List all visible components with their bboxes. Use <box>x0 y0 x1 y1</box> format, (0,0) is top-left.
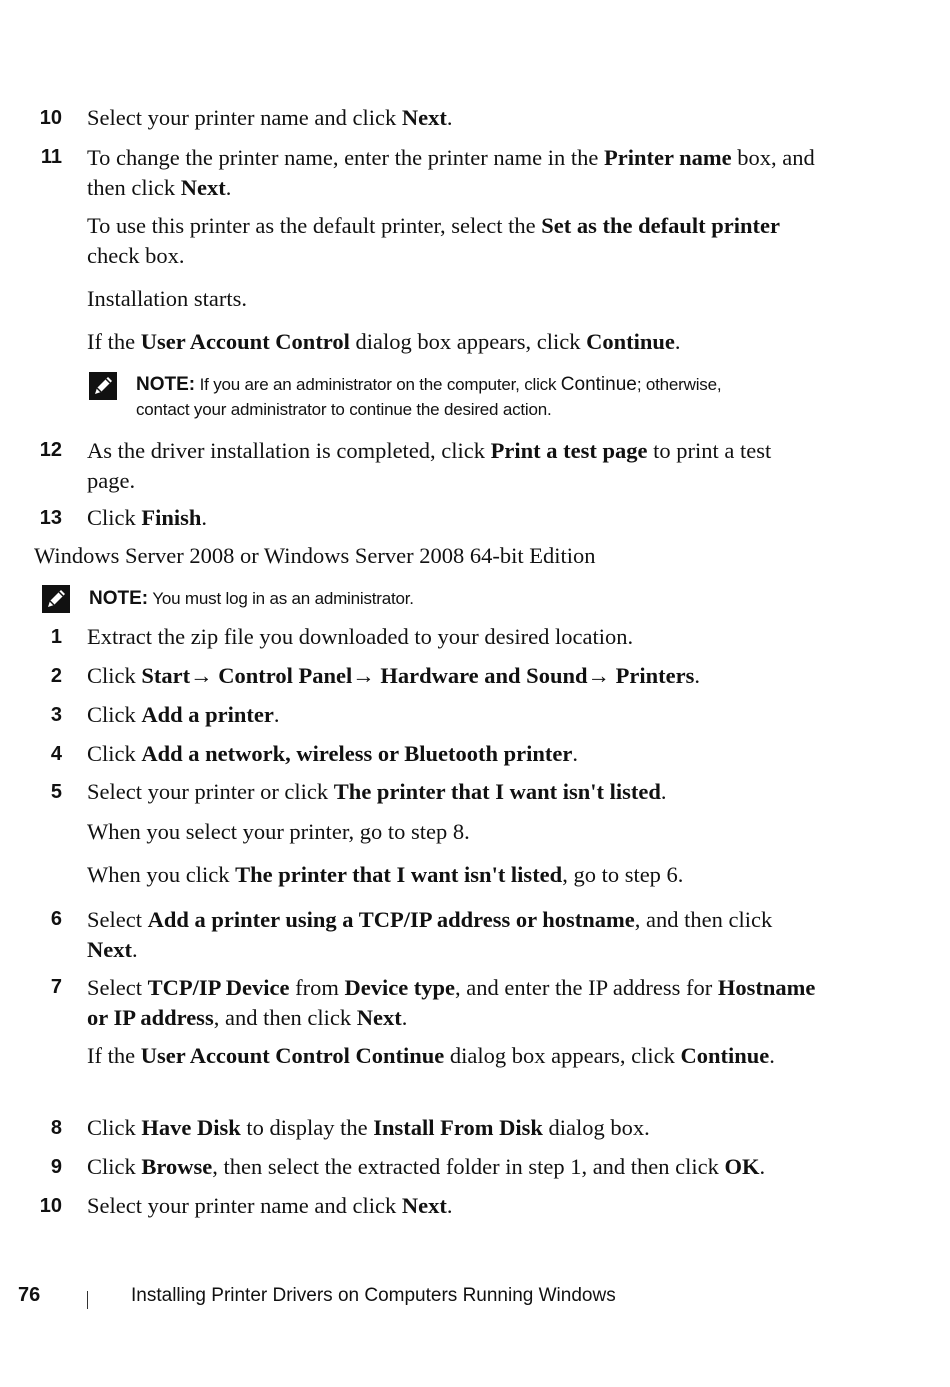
step-2-number: 2 <box>50 665 62 687</box>
step-5-number: 5 <box>50 781 62 803</box>
footer-page-number: 76 <box>18 1284 41 1306</box>
step-6-text: Select Add a printer using a TCP/IP address or hostname, and then click Next. <box>87 907 773 962</box>
step-5-not-listed-text: When you click The printer that I want isn't listed, go to step 6. <box>87 862 684 887</box>
step-3-number: 3 <box>50 704 62 726</box>
note-login-text: NOTE: You must log in as an administrator. <box>89 588 414 609</box>
note-admin-text: NOTE: If you are an administrator on the computer, click Continue; otherwise, contact your administrator to continue the desired action. <box>136 374 722 419</box>
step-8-text: Click Have Disk to display the Install From Disk dialog box. <box>87 1115 650 1140</box>
note-pencil-icon <box>41 584 71 614</box>
step-4-text: Click Add a network, wireless or Bluetooth printer. <box>87 741 579 766</box>
step-11-installation-text: Installation starts. <box>87 286 247 311</box>
note-pencil-icon <box>88 371 118 401</box>
step-11-uac-text: If the User Account Control dialog box appears, click Continue. <box>87 329 681 354</box>
step-5-text: Select your printer or click The printer that I want isn't listed. <box>87 779 667 804</box>
step-11-number: 11 <box>40 146 62 168</box>
step-5-select-text: When you select your printer, go to step 8. <box>87 819 470 844</box>
step-10-text: Select your printer name and click Next. <box>87 1193 453 1218</box>
step-4-number: 4 <box>50 743 62 765</box>
footer-separator <box>87 1291 88 1309</box>
step-13-text: Click Finish. <box>87 505 208 530</box>
step-12-number: 12 <box>39 439 62 461</box>
step-6-number: 6 <box>50 908 62 930</box>
step-7-uac-text: If the User Account Control Continue dialog box appears, click Continue. <box>87 1043 775 1068</box>
step-1-text: Extract the zip file you downloaded to your desired location. <box>87 624 634 649</box>
step-11-text: To change the printer name, enter the printer name in the Printer name box, and then click Next. <box>87 145 815 200</box>
step-7-number: 7 <box>50 976 62 998</box>
step-13-number: 13 <box>39 507 62 529</box>
step-3-text: Click Add a printer. <box>87 702 280 727</box>
step-10-number: 10 <box>39 107 62 129</box>
footer-title: Installing Printer Drivers on Computers Running Windows <box>131 1285 616 1306</box>
step-9-text: Click Browse, then select the extracted folder in step 1, and then click OK. <box>87 1154 766 1179</box>
step-10-number: 10 <box>39 1195 62 1217</box>
step-2-text: Click Start→ Control Panel→ Hardware and Sound→ Printers. <box>87 663 700 688</box>
step-11-default-printer-text: To use this printer as the default printer, select the Set as the default printer check box. <box>87 213 780 268</box>
step-9-number: 9 <box>50 1156 62 1178</box>
step-8-number: 8 <box>50 1117 62 1139</box>
step-10-text: Select your printer name and click Next. <box>87 105 453 130</box>
section-heading: Windows Server 2008 or Windows Server 2008 64-bit Edition <box>34 543 596 568</box>
step-12-text: As the driver installation is completed, click Print a test page to print a test page. <box>87 438 772 493</box>
step-1-number: 1 <box>50 626 62 648</box>
step-7-text: Select TCP/IP Device from Device type, and enter the IP address for Hostname or IP address, and then click Next. <box>87 975 816 1030</box>
